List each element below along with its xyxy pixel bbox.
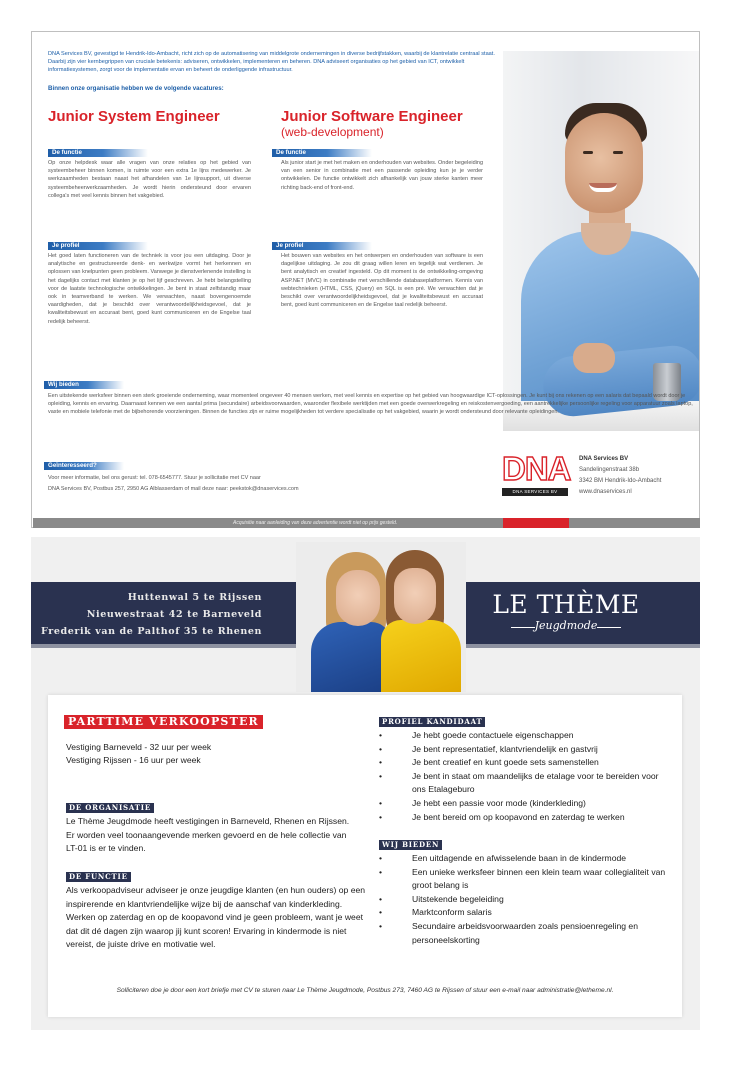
bullet-icon: •	[379, 770, 383, 781]
engineer-photo	[503, 51, 699, 431]
bieden-item-text: Secundaire arbeidsvoorwaarden zoals pensioenregeling en personeelskorting	[412, 920, 638, 945]
profiel-item-text: Je bent bereid om op koopavond en zaterdag te werken	[412, 811, 625, 822]
letheme-logo-script: Jeugdmode	[534, 619, 598, 632]
letheme-vacancy-ad	[31, 537, 700, 1030]
dna-vacancy-ad	[31, 31, 700, 528]
company-city: 3342 BM Hendrik-Ido-Ambacht	[579, 478, 662, 484]
dna-logo-tagline: DNA SERVICES BV	[502, 488, 568, 496]
bullet-icon: •	[379, 797, 383, 808]
bieden-item	[379, 906, 669, 920]
profiel-list	[379, 729, 669, 824]
kids-photo	[296, 542, 466, 692]
job-title-software-engineer: Junior Software Engineer	[281, 108, 463, 125]
functie-text: Als verkoopadviseur adviseer je onze jeugdige klanten (en hun ouders) op een inspirerende en klantvriendelijke wijze bij de aanschaf van kinderkleding. Werken op zaterdag en op de koopavond vind je geen probleem, want je weet dat dit dé dagen zijn waarop jij kunt scoren! Ervaring in kindermode is niet vereist, de juiste drive en motivatie wel.	[66, 885, 366, 950]
section-bar-profiel-2: Je profiel	[272, 242, 372, 250]
section-head-wij-bieden: WIJ BIEDEN	[379, 840, 442, 850]
section-head-functie: DE FUNCTIE	[66, 872, 131, 882]
bullet-icon: •	[379, 743, 383, 754]
company-website: www.dnaservices.nl	[579, 489, 632, 495]
application-instructions: Solliciteren doe je door een kort briefje met CV te sturen naar Le Thème Jeugdmode, Postbus 273, 7460 AG te Rijssen of stuur een e-mail naar administratie@letheme.nl.	[116, 987, 614, 994]
bullet-icon: •	[379, 853, 383, 863]
functie-text-software-engineer: Als junior start je met het maken en onderhouden van websites. Onder begeleiding van een senior in combinatie met een passende opleiding kun je je verder ontwikkelen. De functie ontwikkelt zich afhankelijk van jouw sterke kanten meer richting back-end of front-end.	[281, 160, 483, 191]
store-address-rijssen: Huttenwal 5 te Rijssen	[127, 592, 262, 603]
organisatie-text: Le Thème Jeugdmode heeft vestigingen in Barneveld, Rhenen en Rijssen. Er worden veel toonaangevende merken gevoerd en de hele collectie van LT-01 is er te vinden.	[66, 816, 350, 854]
vacancy-title-badge: PARTTIME VERKOOPSTER	[64, 715, 263, 729]
bullet-icon: •	[379, 730, 383, 740]
vestiging-rijssen: Vestiging Rijssen - 16 uur per week	[66, 755, 201, 765]
letheme-logo	[491, 592, 641, 637]
dna-footer-bar	[33, 518, 700, 528]
section-bar-wij-bieden: Wij bieden	[44, 381, 124, 389]
wij-bieden-text: Een uitstekende werksfeer binnen een sterk groeiende onderneming, waar momenteel ongeveer 40 mensen werken, met veel kennis en expertise op het gebied van hoogwaardige ICT-oplossingen. Je kunt bij ons rekenen op een salaris dat bepaald wordt door je opleiding, kennis en ervaring. Daarnaast kennen we een aantal prima (secundaire) arbeidsvoorwaarden, waaronder flexibele werktijden met een goede overwerkregeling en reiskostenvergoeding, een aantrekkelijke persoonlijke regeling voor apparatuur zoals laptop, vaste en mobiele telefonie met de bijbehorende voorzieningen. Binnen de functies zijn er ruime mogelijkheden tot verdere specialisatie op het vakgebied, waarin je wordt ondersteund door relevante opleidingen.	[48, 393, 693, 416]
interesse-text-line-1: Voor meer informatie, bel ons gerust: tel. 078-6545777. Stuur je sollicitatie met CV naar	[48, 475, 261, 481]
dna-logo	[502, 450, 571, 497]
section-bar-functie-1: De functie	[48, 149, 148, 157]
vestiging-barneveld: Vestiging Barneveld - 32 uur per week	[66, 742, 212, 752]
bullet-icon: •	[379, 893, 383, 904]
profiel-item-text: Je bent in staat om maandelijks de etalage voor te bereiden voor ons Etalageburo	[412, 770, 659, 795]
dna-intro-text: DNA Services BV, gevestigd te Hendrik-Ido-Ambacht, richt zich op de automatisering van middelgrote ondernemingen in diverse bedrijfstakken, waarbij de klantrelatie centraal staat. Daarbij zijn vier kernbegrippen van cruciale betekenis: adviseren, ontwikkelen, implementeren en beheren. DNA adviseert organisaties op het gebied van ICT, ontwikkelt informatiesystemen, zorgt voor de implementatie ervan en beheert de onderliggende infrastructuur.	[48, 51, 495, 73]
section-head-organisatie: DE ORGANISATIE	[66, 803, 154, 813]
job-subtitle-web-development: (web-development)	[281, 125, 384, 139]
letheme-logo-name: LE THÈME	[492, 590, 640, 619]
company-street: Sandelingenstraat 38b	[579, 467, 640, 473]
profiel-text-software-engineer: Het bouwen van websites en het ontwerpen en onderhouden van software is een dagelijkse uitdaging. Je zou dit graag willen leren en tegelijk wat verdienen. Je bent analytisch en creatief ingesteld. Op dit moment is de ontwikkeling-omgeving ASP.NET (MVC) in combinatie met verschillende databaseplatformen. Kennis van webtechnieken (HTML, CSS, jQuery) en SQL is een pré. We verwachten dat je beschikt over verantwoordelijkheidsgevoel, dat je kwaliteitsbewust en accuraat bent, goed kunt communiceren en de Engelse taal redelijk beheerst.	[281, 253, 483, 309]
profiel-item-text: Je bent representatief, klantvriendelijk en gastvrij	[412, 743, 598, 754]
job-title-system-engineer: Junior System Engineer	[48, 108, 220, 125]
section-bar-profiel-1: Je profiel	[48, 242, 148, 250]
bullet-icon: •	[379, 920, 383, 931]
interesse-text-line-2: DNA Services BV, Postbus 257, 2950 AG Alblasserdam of mail deze naar: peekstok@dnaservices.com	[48, 486, 299, 492]
dna-vacancies-subhead: Binnen onze organisatie hebben we de volgende vacatures:	[48, 85, 224, 92]
company-name: DNA Services BV	[579, 456, 629, 462]
bieden-item-text: Uitstekende begeleiding	[412, 893, 504, 904]
bieden-item-text: Een uitdagende en afwisselende baan in de kindermode	[412, 853, 627, 863]
profiel-item	[379, 729, 669, 743]
bieden-item-text: Een unieke werksfeer binnen een klein team waar collegialiteit van groot belang is	[412, 866, 666, 891]
dna-logo-wordmark: DNA	[502, 450, 571, 487]
bullet-icon: •	[379, 811, 383, 822]
bullet-icon: •	[379, 907, 383, 918]
profiel-item	[379, 743, 669, 757]
section-bar-geinteresseerd: Geïnteresseerd?	[44, 462, 124, 470]
section-bar-functie-2: De functie	[272, 149, 372, 157]
profiel-item	[379, 770, 669, 797]
bieden-item	[379, 852, 669, 866]
profiel-item-text: Je hebt een passie voor mode (kinderkleding)	[412, 797, 586, 808]
bieden-item	[379, 920, 669, 947]
bieden-item	[379, 866, 669, 893]
bullet-icon: •	[379, 866, 383, 877]
section-head-profiel: PROFIEL KANDIDAAT	[379, 717, 485, 727]
profiel-text-system-engineer: Het goed laten functioneren van de techniek is voor jou een uitdaging. Door je analytische en gestructureerde denk- en werkwijze vormt het herkennen en oplossen van knelpunten geen probleem. Vanwege je dienstverlenende instelling is het dagelijks contact met klanten je op het lijf geschreven. Je hebt belangstelling voor de laatste technologische ontwikkelingen. Je bent in staat zelfstandig maar ook in teamverband te werken. We verwachten, naast bovengenoemde vaardigheden, dat je beschikt over verantwoordelijkheidsgevoel, dat je kwaliteitsbewust en accuraat bent, goed kunt communiceren en de Engelse taal redelijk beheerst.	[48, 253, 251, 325]
bieden-item	[379, 893, 669, 907]
profiel-item-text: Je bent creatief en kunt goede sets samenstellen	[412, 757, 599, 768]
store-address-rhenen: Frederik van de Palthof 35 te Rhenen	[41, 626, 262, 637]
dna-address-block	[579, 454, 661, 498]
wij-bieden-list	[379, 852, 669, 947]
store-address-barneveld: Nieuwestraat 42 te Barneveld	[86, 609, 262, 620]
acquisitie-note: Acquisitie naar aanleiding van deze advertentie wordt niet op prijs gesteld.	[233, 520, 398, 526]
bullet-icon: •	[379, 757, 383, 768]
profiel-item	[379, 811, 669, 825]
profiel-item	[379, 756, 669, 770]
profiel-item	[379, 797, 669, 811]
bieden-item-text: Marktconform salaris	[412, 907, 492, 918]
letheme-vacancy-card	[48, 695, 682, 1017]
functie-text-system-engineer: Op onze helpdesk waar alle vragen van onze relaties op het gebied van systeembeheer binnen komen, is ruimte voor een extra 1e lijns medewerker. Je werkzaamheden bestaan naast het afhandelen van 1e lijnsupport, uit diverse systeembeheerwerkzaamheden. Je wordt hierin ondersteund door ervaren collega's met veel kennis binnen het vakgebied.	[48, 160, 251, 199]
profiel-item-text: Je hebt goede contactuele eigenschappen	[412, 730, 574, 740]
